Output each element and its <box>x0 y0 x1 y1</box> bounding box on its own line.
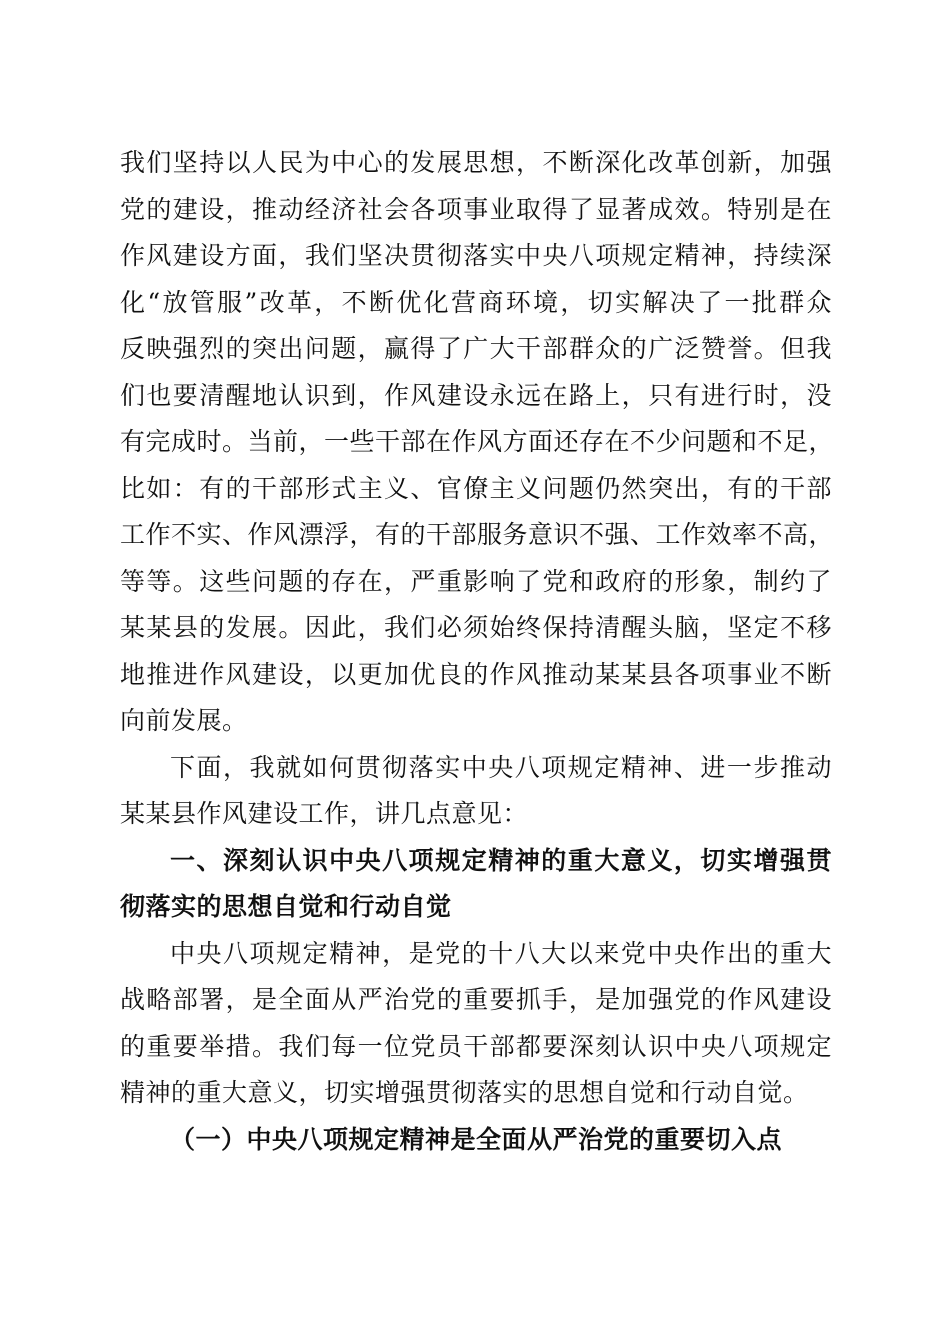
text-line: 们也要清醒地认识到，作风建设永远在路上，只有进行时，没 <box>120 380 832 410</box>
text-line: 党的建设，推动经济社会各项事业取得了显著成效。特别是在 <box>120 194 832 224</box>
text-line: 有完成时。当前，一些干部在作风方面还存在不少问题和不足， <box>120 427 835 456</box>
text-line: 中央八项规定精神，是党的十八大以来党中央作出的重大 <box>170 938 832 968</box>
text-line: 精神的重大意义，切实增强贯彻落实的思想自觉和行动自觉。 <box>120 1078 809 1107</box>
heading-line: 彻落实的思想自觉和行动自觉 <box>120 892 452 921</box>
text-line: 地推进作风建设，以更加优良的作风推动某某县各项事业不断 <box>120 659 832 689</box>
text-line: 下面，我就如何贯彻落实中央八项规定精神、进一步推动 <box>170 752 832 782</box>
subheading-line: （一）中央八项规定精神是全面从严治党的重要切入点 <box>170 1124 783 1154</box>
paragraph-introduction <box>120 745 832 838</box>
text-line: 等等。这些问题的存在，严重影响了党和政府的形象，制约了 <box>120 566 832 596</box>
heading-line: 一、深刻认识中央八项规定精神的重大意义，切实增强贯 <box>170 845 832 875</box>
text-line: 某某县作风建设工作，讲几点意见： <box>120 799 529 828</box>
text-line: 化“放管服”改革，不断优化营商环境，切实解决了一批群众 <box>120 287 832 317</box>
section-heading-1 <box>120 838 832 931</box>
text-line: 某某县的发展。因此，我们必须始终保持清醒头脑，坚定不移 <box>120 613 832 642</box>
paragraph-development-overview <box>120 140 835 745</box>
text-line: 反映强烈的突出问题，赢得了广大干部群众的广泛赞誉。但我 <box>120 334 832 363</box>
text-line: 战略部署，是全面从严治党的重要抓手，是加强党的作风建设 <box>120 985 832 1014</box>
document-body <box>120 140 835 1163</box>
text-line: 我们坚持以人民为中心的发展思想，不断深化改革创新，加强 <box>120 148 832 177</box>
paragraph-significance <box>120 931 832 1117</box>
text-line: 工作不实、作风漂浮，有的干部服务意识不强、工作效率不高， <box>120 520 835 549</box>
text-line: 比如：有的干部形式主义、官僚主义问题仍然突出，有的干部 <box>120 473 832 503</box>
subsection-heading-1 <box>120 1117 832 1164</box>
text-line: 作风建设方面，我们坚决贯彻落实中央八项规定精神，持续深 <box>120 241 832 270</box>
text-line: 的重要举措。我们每一位党员干部都要深刻认识中央八项规定 <box>120 1031 832 1061</box>
text-line: 向前发展。 <box>120 706 248 735</box>
